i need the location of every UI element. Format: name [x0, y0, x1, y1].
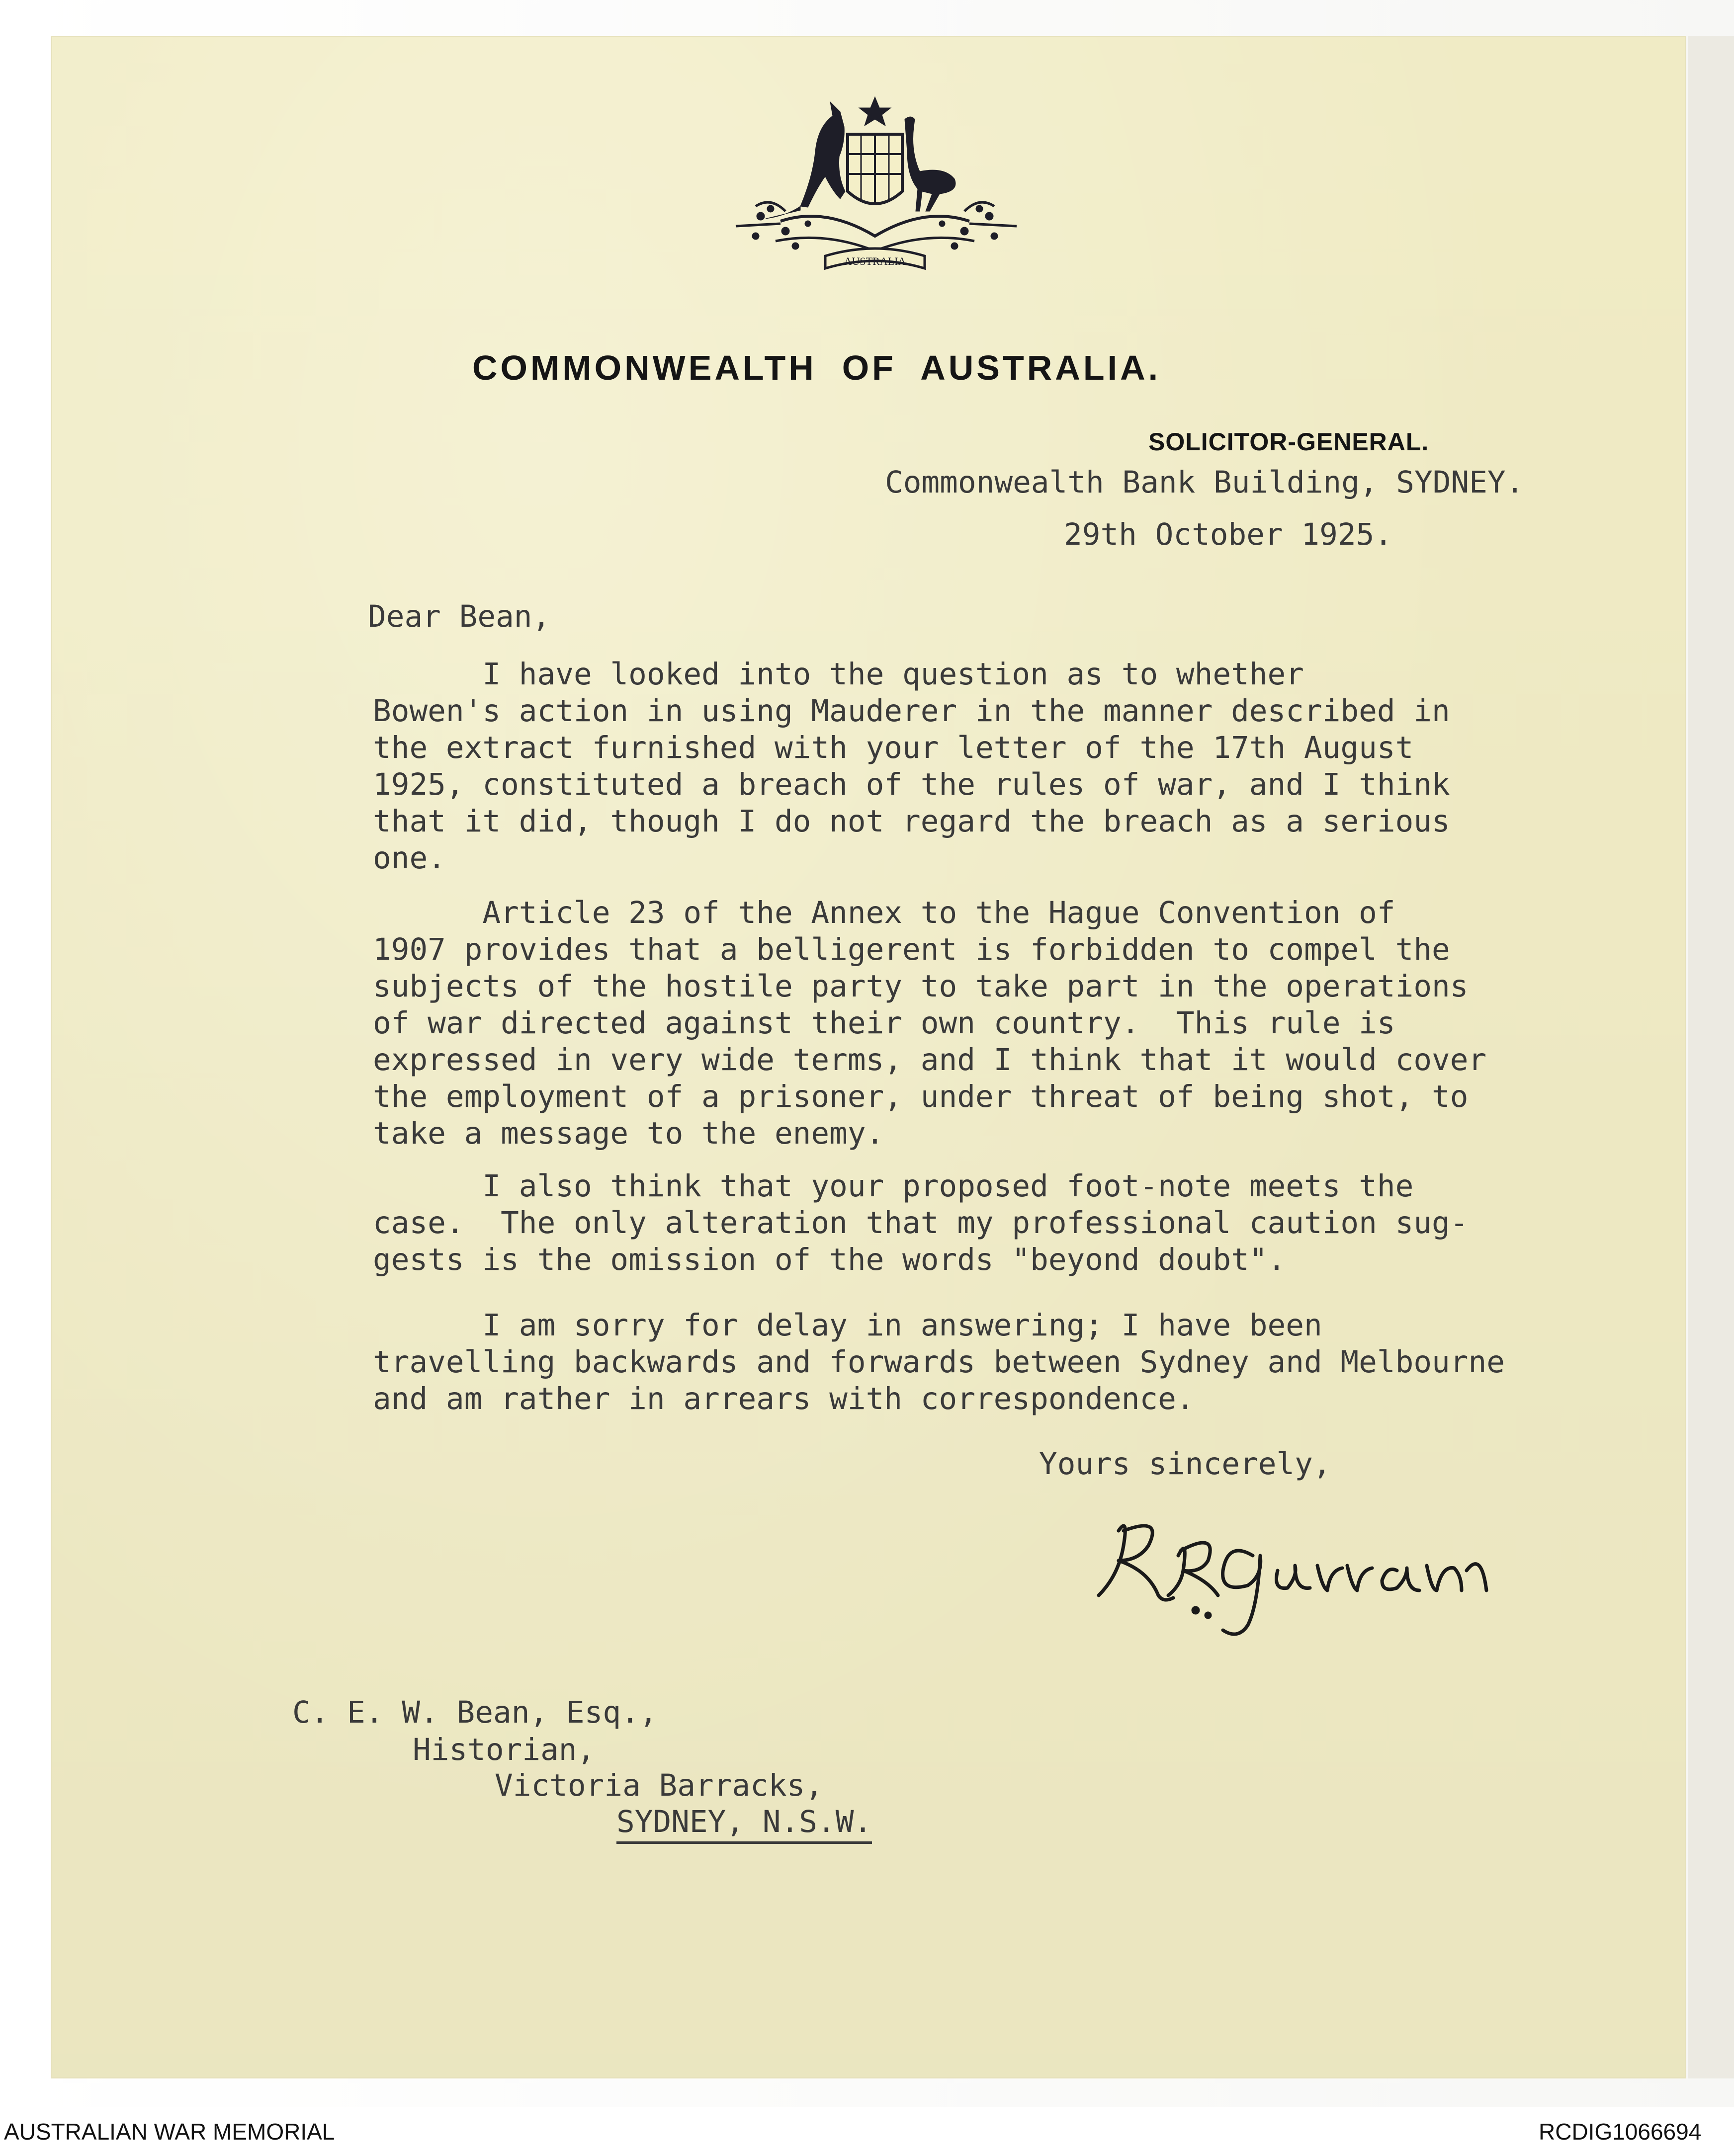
address-line: Commonwealth Bank Building, SYDNEY.: [885, 465, 1524, 500]
paragraph-3: I also think that your proposed foot-note meets the case. The only alteration that my professional caution sug- gests is the omission of the words "beyond doubt".: [373, 1168, 1469, 1277]
letterhead-title: COMMONWEALTH OF AUSTRALIA.: [472, 348, 1161, 387]
paragraph-2: Article 23 of the Annex to the Hague Convention of 1907 provides that a belligerent is forbidden to compel the subjects of the hostile party to take part in the operations of war directed against their own country. This rule is expressed in very wide terms, and I think that it would cover the employment of a prisoner, under threat of being shot, to take a message to the enemy.: [373, 895, 1487, 1151]
recipient-name: C. E. W. Bean, Esq.,: [292, 1695, 658, 1730]
recipient-location: Victoria Barracks,: [495, 1768, 824, 1803]
closing: Yours sincerely,: [1039, 1446, 1331, 1482]
coat-of-arms-crest: [726, 92, 1024, 306]
footer-record-id: RCDIG1066694: [1539, 2119, 1702, 2145]
scan-edge-strip: [1688, 36, 1734, 2078]
footer-institution: AUSTRALIAN WAR MEMORIAL: [4, 2119, 335, 2145]
handwritten-signature: [1089, 1496, 1551, 1645]
letterhead-office: SOLICITOR-GENERAL.: [1148, 428, 1429, 456]
paragraph-4: I am sorry for delay in answering; I have been travelling backwards and forwards between Sydney and Melbourne and am rather in arrears with correspondence.: [373, 1308, 1505, 1416]
recipient-title: Historian,: [413, 1732, 596, 1767]
salutation: Dear Bean,: [368, 599, 551, 634]
letter-date: 29th October 1925.: [1064, 517, 1393, 552]
crest-scroll-text: AUSTRALIA: [844, 255, 906, 267]
recipient-city: SYDNEY, N.S.W.: [616, 1804, 872, 1844]
paragraph-1: I have looked into the question as to whether Bowen's action in using Mauderer in the manner described in the extract furnished with your letter of the 17th August 1925, constituted a breach of the rules of war, and I think that it did, though I do not regard the breach as a serious one.: [373, 657, 1450, 876]
